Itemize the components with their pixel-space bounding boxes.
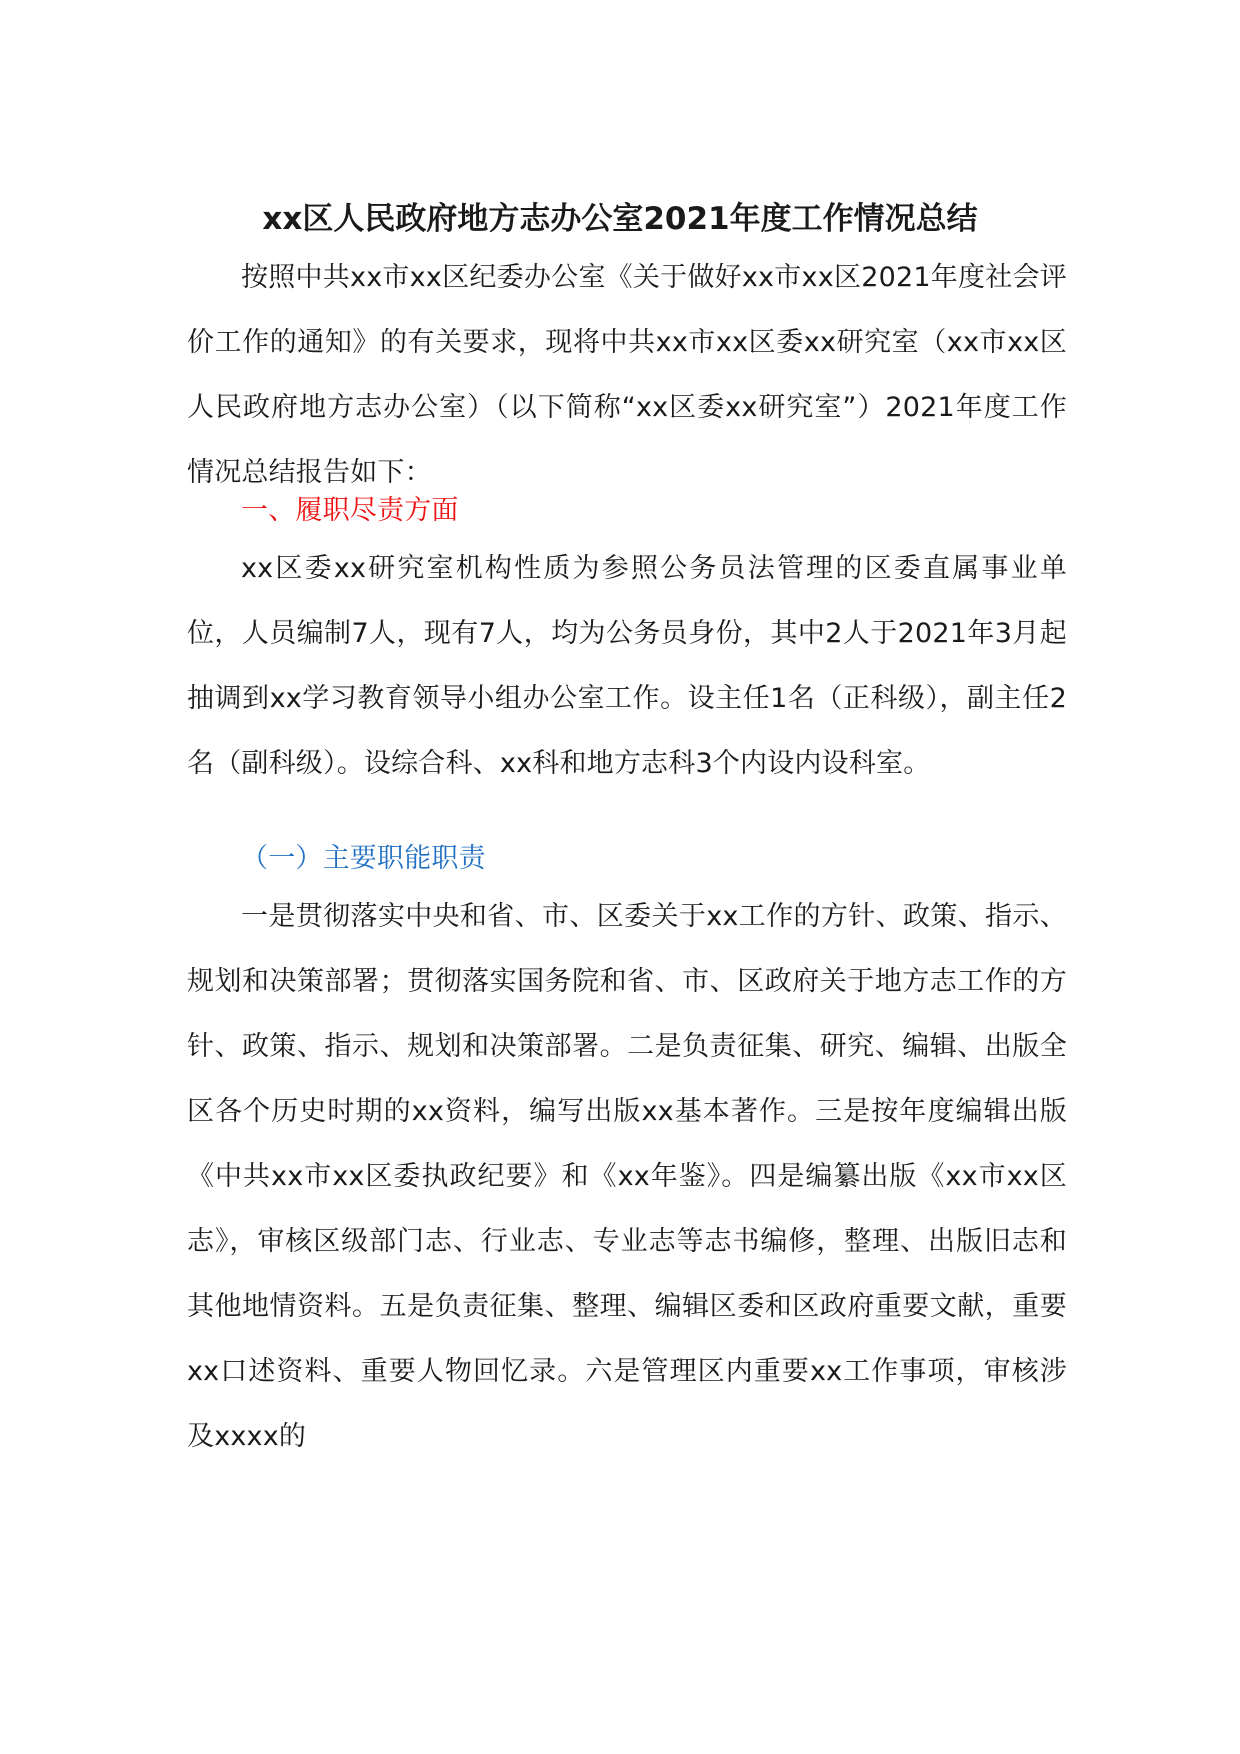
subsection-heading-functions: （一）主要职能职责 [241, 843, 486, 874]
document-title: xx区人民政府地方志办公室2021年度工作情况总结 [262, 201, 978, 237]
subsection-body-functions: 一是贯彻落实中央和省、市、区委关于xx工作的方针、政策、指示、规划和决策部署；贯彻落实国务院和省、市、区政府关于地方志工作的方针、政策、指示、规划和决策部署。二是负责征集、研究、编辑、出版全区各个历史时期的xx资料，编写出版xx基本著作。三是按年度编辑出版《中共xx市xx区委执政纪要》和《xx年鉴》。四是编纂出版《xx市xx区志》，审核区级部门志、行业志、专业志等志书编修，整理、出版旧志和其他地情资料。五是负责征集、整理、编辑区委和区政府重要文献，重要xx口述资料、重要人物回忆录。六是管理区内重要xx工作事项，审核涉及xxxx的 [187, 901, 1067, 1452]
section-body-duty: xx区委xx研究室机构性质为参照公务员法管理的区委直属事业单位，人员编制7人，现有7人，均为公务员身份，其中2人于2021年3月起抽调到xx学习教育领导小组办公室工作。设主任1名（正科级），副主任2名（副科级）。设综合科、xx科和地方志科3个内设内设科室。 [187, 553, 1067, 779]
section-heading-duty: 一、履职尽责方面 [241, 495, 459, 526]
intro-paragraph: 按照中共xx市xx区纪委办公室《关于做好xx市xx区2021年度社会评价工作的通知》的有关要求，现将中共xx市xx区委xx研究室（xx市xx区人民政府地方志办公室）（以下简称“xx区委xx研究室”）2021年度工作情况总结报告如下： [187, 262, 1067, 488]
